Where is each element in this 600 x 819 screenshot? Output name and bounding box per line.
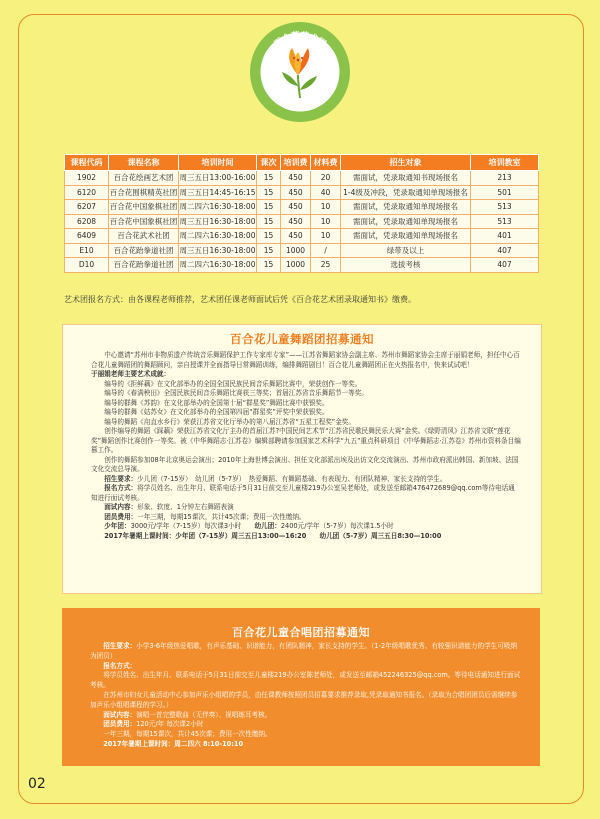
cell: 周二四六16:30-18:00 [179, 258, 257, 273]
table-row [65, 171, 539, 186]
choir-fee-label: 团员费用： [103, 720, 137, 729]
fee-kid-text: 2400元/学年（5-7岁）每次课1.5小时 [280, 522, 394, 530]
cell: 百合花绘画艺术团 [109, 171, 179, 186]
achievement-item: 创作的舞蹈参加08年北京奥运会演出；2010年上海世博会演出、担任文化部派出埃及出访文化交流演出、苏州市政府派出韩国、新加坡、法国文化交流总导演。 [91, 455, 519, 473]
table-row [65, 200, 539, 215]
col-header: 课次 [257, 155, 281, 171]
cell: 需面试，凭录取通知单现场报名 [341, 200, 471, 215]
apply-label: 报名方式： [104, 484, 138, 492]
cell: 1902 [65, 171, 109, 186]
cell: 15 [257, 185, 281, 200]
cell: 450 [281, 200, 311, 215]
cell: 450 [281, 171, 311, 186]
dance-title: 百合花儿童舞蹈团招募通知 [230, 332, 374, 346]
cell: / [311, 243, 341, 258]
dance-intro: 中心邀请“苏州市非物质遗产传统音乐舞蹈保护工作专家库专家”——江苏省舞蹈家协会副主席、苏州市舞蹈家协会主席于丽娟老师，担任中心百合花儿童舞蹈团的舞蹈顾问，亲自授课并全面指导日常舞蹈训练，编排舞蹈剧目！百合花儿童舞蹈团正在火热报名中，快来试试吧！ [91, 351, 520, 369]
cell: 周二四六16:30-18:00 [179, 229, 257, 244]
fee-youth-label: 少年团： [104, 522, 131, 530]
col-header: 招生对象 [341, 155, 471, 171]
cell: 25 [311, 258, 341, 273]
col-header: 课程名称 [109, 155, 179, 171]
achievement-item: 创作编导的舞蹈《踩藕》荣获江苏省文化厅主办的首届江苏?中国民间艺术节“江苏省民歌民舞民乐大赛”金奖。《绿野清风》江苏省文联“莲花奖”舞蹈创作比赛创作一等奖。被《中华舞蹈志·江苏卷》编辑部聘请参加国家艺术科学“九五”重点科研项目《中华舞蹈志·江苏卷》苏州市资料条目编篡工作。 [91, 427, 521, 454]
cell: 15 [257, 258, 281, 273]
table-row [65, 243, 539, 258]
cell: 15 [257, 243, 281, 258]
cell: 百合花围棋精英社团 [109, 185, 179, 200]
cell: 407 [471, 243, 539, 258]
choir-req-label: 招生要求： [103, 642, 137, 650]
page-number: 02 [28, 776, 46, 792]
achievement-item: 编导的群舞《姑苏女》在文化部举办的全国第四届“群星奖”评奖中荣获银奖。 [104, 408, 329, 416]
fee-youth-text: 3000元/学年（7-15岁）每次课3小时 [130, 522, 242, 530]
cell: 10 [311, 214, 341, 229]
cell: 6207 [65, 200, 109, 215]
col-header: 培训费 [281, 155, 311, 171]
choir-fee-text: 120元/年 每次课2小时 [136, 720, 204, 729]
col-header: 材料费 [311, 155, 341, 171]
fee-label: 团员费用： [104, 512, 138, 521]
cell: 百合花跆拳道社团 [109, 243, 179, 258]
table-row [65, 214, 539, 229]
dance-troupe-panel [62, 324, 542, 594]
choir-fee-text-2: 一年三期，每期15课次，共计45次课；费用一次性缴纳。 [103, 730, 272, 739]
cell: 15 [257, 214, 281, 229]
table-row [65, 229, 539, 244]
cell: 20 [311, 171, 341, 186]
req-label: 招生要求： [104, 474, 138, 483]
cell: 1000 [281, 243, 311, 258]
cell: 407 [471, 258, 539, 273]
cell: 10 [311, 200, 341, 215]
cell: 百合花中国象棋社团 [109, 200, 179, 215]
choir-apply-label: 报名方式： [103, 661, 137, 670]
cell: 40 [311, 185, 341, 200]
achievement-item: 编导的舞蹈《甪直水乡行》荣获江苏省文化厅举办的第八届江苏省“五星工程奖”金奖。 [104, 417, 355, 426]
cell: 周三五日16:30-18:00 [179, 243, 257, 258]
cell: 6120 [65, 185, 109, 200]
choir-title: 百合花儿童合唱团招募通知 [232, 626, 370, 639]
exam-label: 面试内容： [104, 503, 138, 511]
cell: 15 [257, 200, 281, 215]
col-header: 培训教室 [471, 155, 539, 171]
cell: 450 [281, 214, 311, 229]
dance-body [91, 351, 521, 541]
cell: 15 [257, 171, 281, 186]
dance-summer-schedule: 2017年暑期上课时间：少年团（7-15岁）周三五日13:00—16:20 幼儿团（5-7岁）周三五日8:30—10:00 [104, 531, 442, 540]
table-row [65, 258, 539, 273]
cell: 401 [471, 229, 539, 244]
table-header-row [65, 155, 539, 171]
cell: 513 [471, 214, 539, 229]
cell: 450 [281, 229, 311, 244]
choir-apply-text: 将学员姓名、出生年月、联系电话于5月31日前交至儿童楼219办公室陈老师处，或发送至邮箱452246325@qq.com。等待电话通知进行面试考核。 [90, 671, 521, 690]
cell: 需面试，凭录取通知书现场报名 [341, 171, 471, 186]
achievements-title: 于丽娟老师主要艺术成就： [91, 370, 171, 378]
cell: E10 [65, 243, 109, 258]
cell: 1-4级及冲段，凭录取通知单现场报名 [341, 185, 471, 200]
cell: 绿带及以上 [341, 243, 471, 258]
cell: 1000 [281, 258, 311, 273]
course-table [64, 154, 539, 273]
achievement-item: 编导的《拒鲜藕》在文化部举办的全国全国民族民间音乐舞蹈比赛中，荣获创作一等奖。 [104, 379, 362, 388]
cell: 6409 [65, 229, 109, 244]
cell: 百合花武术社团 [109, 229, 179, 244]
fee-kid-label: 幼儿团： [254, 522, 281, 530]
apply-text: 将学员姓名、出生年月、联系电话于5月31日前交至儿童楼219办公室吴老师处，或发送至邮箱476472689@qq.com等待电话通知进行面试考核。 [91, 484, 515, 502]
choir-req-text: 小学3-6年级热爱唱歌，有声乐基础、识谱能力，有团队精神，家长支持的学生。（1-2年级唱歌优秀、有较强识谱能力的学生可吸纳为团员） [90, 642, 518, 660]
table-row [65, 185, 539, 200]
cell: D10 [65, 258, 109, 273]
cell: 501 [471, 185, 539, 200]
choir-body [90, 642, 522, 750]
cell: 选拔考核 [341, 258, 471, 273]
cell: 周二四六16:30-18:00 [179, 200, 257, 215]
achievement-item: 编导的群舞《苏韵》在文化部举办的全国第十届“群星奖”舞蹈比赛中获银奖。 [104, 398, 329, 407]
choir-apply-text-2: 在苏州市妇女儿童活动中心参加声乐小组唱的学员，由任课教师按照团员招募要求推荐录取,凭录取通知书报名。（录取为合唱团团员后需继续参加声乐小组唱课程的学习。） [90, 690, 518, 709]
cell: 周三五日14:45-16:15 [179, 185, 257, 200]
choir-exam-label: 面试内容： [103, 710, 137, 719]
exam-text: 形象、软度、1分钟左右舞蹈表演 [137, 503, 234, 511]
choir-summer-schedule: 2017年暑期上课时间：周二四六 8:10-10:10 [103, 739, 244, 748]
choir-panel [62, 608, 540, 766]
cell: 周三五日13:00-16:00 [179, 171, 257, 186]
cell: 需面试，凭录取通知单现场报名 [341, 214, 471, 229]
cell: 213 [471, 171, 539, 186]
col-header: 课程代码 [65, 155, 109, 171]
choir-exam-text: 演唱一首完整歌曲（无伴奏）、视唱练耳考核。 [136, 710, 272, 719]
logo-top-text: 百合花艺术团 [272, 30, 328, 50]
cell: 15 [257, 229, 281, 244]
cell: 百合花中国象棋社团 [109, 214, 179, 229]
col-header: 培训时间 [179, 155, 257, 171]
cell: 513 [471, 200, 539, 215]
cell: 周三五日16:30-18:00 [179, 214, 257, 229]
cell: 10 [311, 229, 341, 244]
cell: 百合花跆拳道社团 [109, 258, 179, 273]
logo-bottom-text: 苏州市妇女儿童活动中心 [275, 98, 325, 112]
registration-note: 艺术团报名方式：由各课程老师推荐，艺术团任课老师面试后凭《百合花艺术团录取通知书》缴费。 [64, 295, 416, 304]
req-text: 少儿团（7-15岁） 幼儿团（5-7岁） 热爱舞蹈、有舞蹈基础、有表现力、有团队精神、家长支持的学生。 [137, 474, 447, 483]
lily-troupe-logo [248, 20, 352, 124]
fee-text: 一年三期，每期15课次，共计45次课；费用一次性缴纳。 [137, 512, 306, 521]
cell: 6208 [65, 214, 109, 229]
cell: 450 [281, 185, 311, 200]
cell: 需面试，凭录取通知单现场报名 [341, 229, 471, 244]
achievement-item: 编导的《春满秧田》全国民族民间音乐舞蹈比赛获三等奖；首届江苏省音乐舞蹈节一等奖。 [104, 389, 368, 397]
